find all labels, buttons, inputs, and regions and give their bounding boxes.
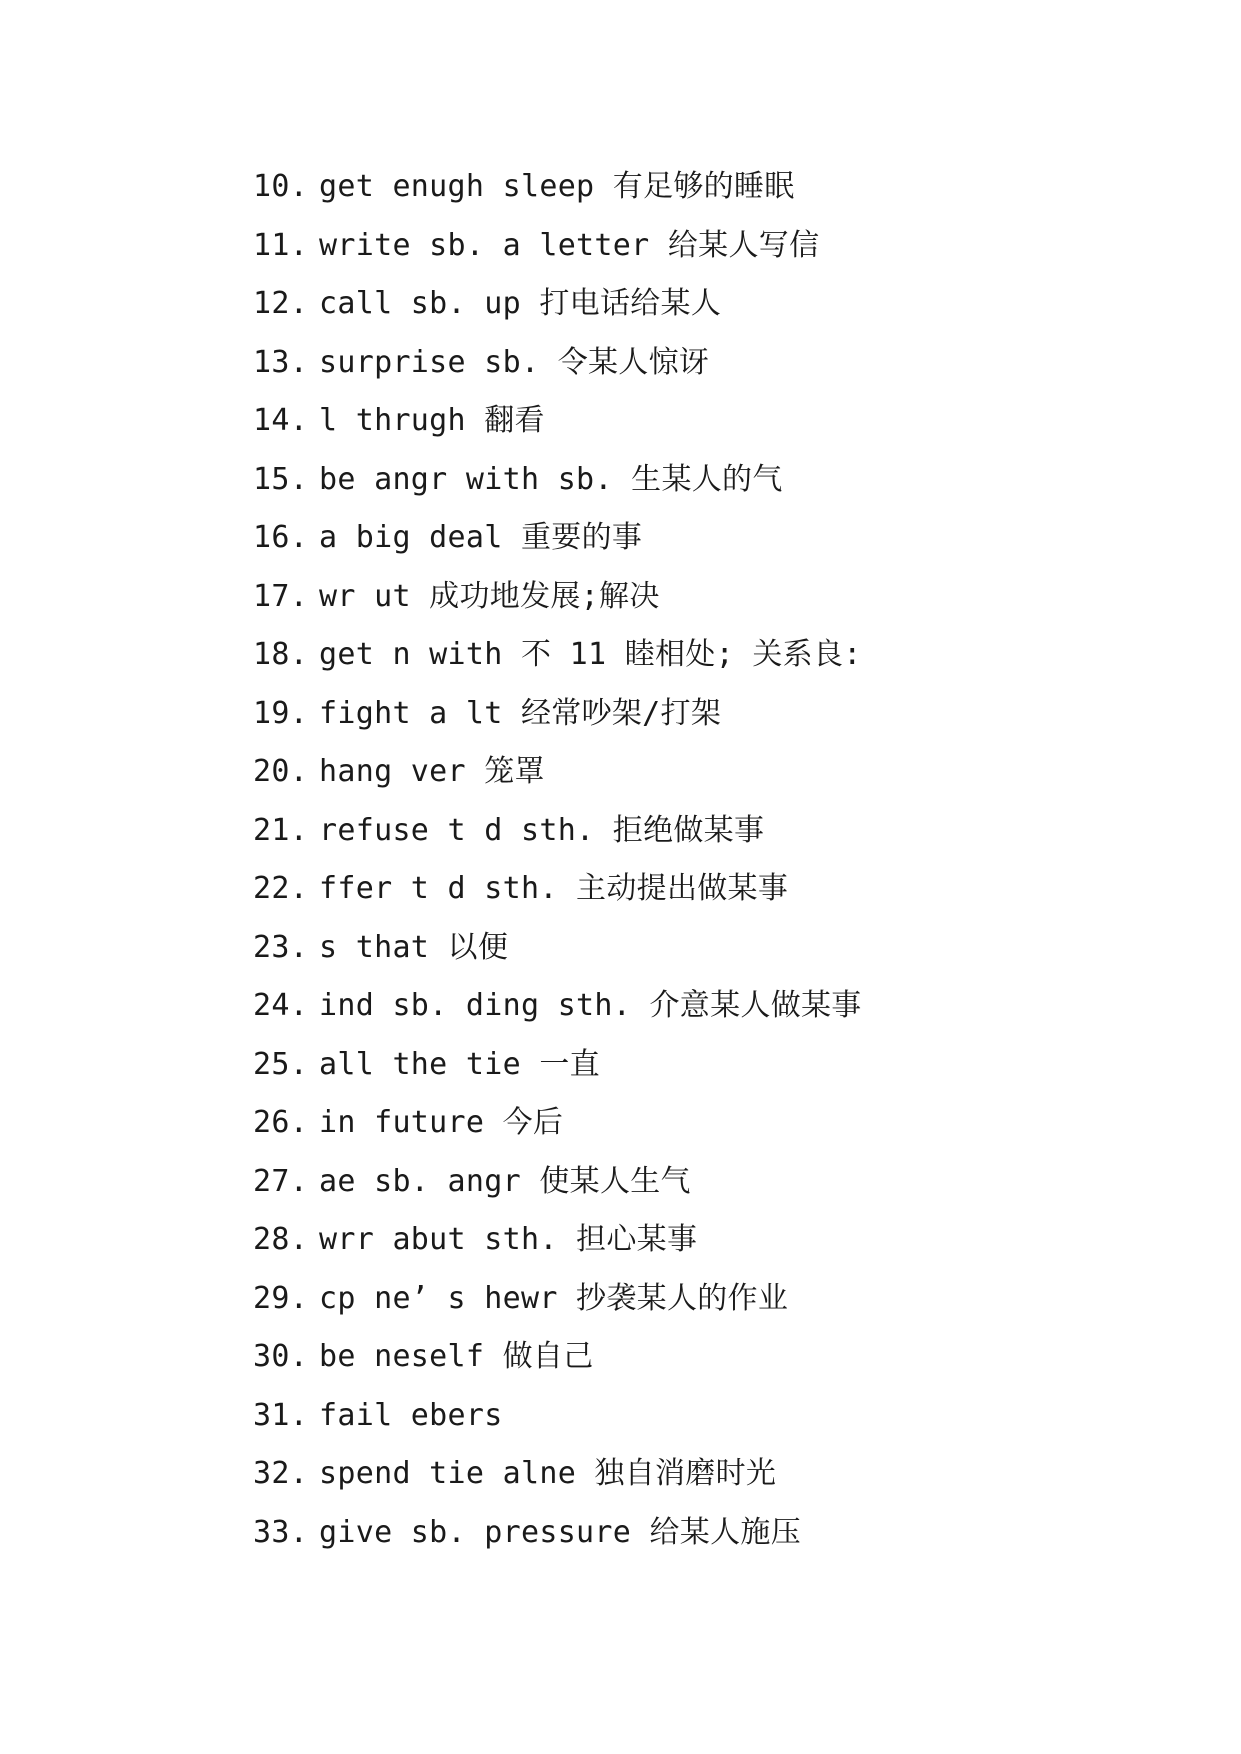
item-number: 32. [253, 1456, 309, 1491]
item-text: cp ne’ s hewr 抄袭某人的作业 [319, 1280, 789, 1316]
item-number: 30. [253, 1339, 309, 1374]
item-text: s that 以便 [319, 929, 509, 965]
item-number: 31. [253, 1397, 309, 1433]
item-text: spend tie alne 独自消磨时光 [319, 1456, 777, 1491]
list-item [253, 1153, 862, 1212]
list-item [253, 1387, 862, 1446]
list-item [253, 977, 862, 1036]
item-text: call sb. up 打电话给某人 [319, 286, 722, 321]
item-text: ae sb. angr 使某人生气 [319, 1163, 691, 1199]
item-number: 23. [253, 929, 309, 965]
item-number: 33. [253, 1514, 309, 1550]
item-number: 18. [253, 637, 309, 672]
item-number: 21. [253, 812, 309, 848]
item-text: surprise sb. 令某人惊讶 [319, 344, 710, 380]
list-item [253, 685, 862, 744]
list-item [253, 217, 862, 276]
list-item [253, 1504, 862, 1563]
item-number: 11. [253, 227, 309, 263]
item-text: ind sb. ding sth. 介意某人做某事 [319, 988, 862, 1023]
item-number: 10. [253, 169, 309, 204]
item-number: 14. [253, 403, 309, 438]
list-item [253, 743, 862, 802]
list-item [253, 626, 862, 685]
item-number: 20. [253, 754, 309, 789]
item-number: 22. [253, 871, 309, 906]
item-text: fight a lt 经常吵架/打架 [319, 695, 722, 731]
item-number: 12. [253, 286, 309, 321]
item-text: in future 今后 [319, 1105, 564, 1140]
item-number: 13. [253, 344, 309, 380]
item-number: 28. [253, 1222, 309, 1257]
list-item [253, 802, 862, 861]
item-text: refuse t d sth. 拒绝做某事 [319, 812, 765, 848]
list-item [253, 1036, 862, 1095]
item-text: all the tie 一直 [319, 1046, 600, 1082]
item-number: 17. [253, 578, 309, 614]
item-number: 19. [253, 695, 309, 731]
list-item [253, 451, 862, 510]
list-item [253, 568, 862, 627]
phrase-list [253, 158, 862, 1562]
list-item [253, 1445, 862, 1504]
list-item [253, 860, 862, 919]
item-text: hang ver 笼罩 [319, 754, 545, 789]
item-number: 15. [253, 461, 309, 497]
item-text: give sb. pressure 给某人施压 [319, 1514, 802, 1550]
list-item [253, 509, 862, 568]
item-number: 29. [253, 1280, 309, 1316]
item-text: get enugh sleep 有足够的睡眠 [319, 169, 795, 204]
item-number: 25. [253, 1046, 309, 1082]
list-item [253, 1211, 862, 1270]
list-item [253, 919, 862, 978]
item-text: ffer t d sth. 主动提出做某事 [319, 871, 789, 906]
list-item [253, 392, 862, 451]
list-item [253, 275, 862, 334]
item-number: 16. [253, 520, 309, 555]
item-text: wrr abut sth. 担心某事 [319, 1222, 698, 1257]
item-text: l thrugh 翻看 [319, 403, 545, 438]
item-number: 27. [253, 1163, 309, 1199]
list-item [253, 1328, 862, 1387]
item-number: 24. [253, 988, 309, 1023]
item-text: wr ut 成功地发展;解决 [319, 578, 660, 614]
list-item [253, 1270, 862, 1329]
list-item [253, 334, 862, 393]
item-text: a big deal 重要的事 [319, 520, 643, 555]
item-text: fail ebers [319, 1397, 503, 1433]
list-item [253, 158, 862, 217]
item-text: be neself 做自己 [319, 1339, 594, 1374]
item-number: 26. [253, 1105, 309, 1140]
item-text: get n with 不 11 睦相处; 关系良: [319, 637, 862, 672]
list-item [253, 1094, 862, 1153]
item-text: write sb. a letter 给某人写信 [319, 227, 820, 263]
item-text: be angr with sb. 生某人的气 [319, 461, 783, 497]
